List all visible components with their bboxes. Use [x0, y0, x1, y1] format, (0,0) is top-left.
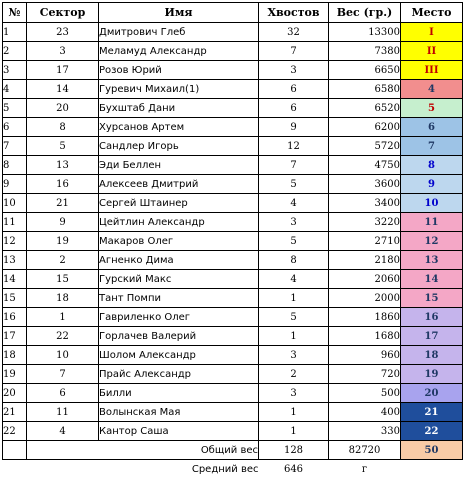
row-tails: 1	[259, 422, 329, 441]
row-tails: 32	[259, 23, 329, 42]
row-weight: 4750	[329, 156, 401, 175]
table-row	[3, 118, 463, 137]
row-weight: 3220	[329, 213, 401, 232]
table-row	[3, 327, 463, 346]
row-tails: 4	[259, 194, 329, 213]
row-tails: 5	[259, 232, 329, 251]
row-sector: 5	[27, 137, 99, 156]
row-tails: 3	[259, 384, 329, 403]
row-place: 15	[401, 289, 463, 308]
row-tails: 2	[259, 365, 329, 384]
row-place: 22	[401, 422, 463, 441]
row-place: 7	[401, 137, 463, 156]
row-weight: 7380	[329, 42, 401, 61]
row-number: 3	[3, 61, 27, 80]
row-sector: 20	[27, 99, 99, 118]
row-place: 9	[401, 175, 463, 194]
table-row	[3, 137, 463, 156]
row-number: 4	[3, 80, 27, 99]
row-place: III	[401, 61, 463, 80]
totals-label: Общий вес	[27, 441, 259, 460]
row-name: Бухштаб Дани	[99, 99, 259, 118]
row-name: Розов Юрий	[99, 61, 259, 80]
totals-tails: 128	[259, 441, 329, 460]
row-tails: 3	[259, 213, 329, 232]
row-tails: 4	[259, 270, 329, 289]
table-row	[3, 384, 463, 403]
row-sector: 17	[27, 61, 99, 80]
header-number: №	[3, 3, 27, 23]
row-number: 15	[3, 289, 27, 308]
row-weight: 2000	[329, 289, 401, 308]
table-row	[3, 23, 463, 42]
row-sector: 14	[27, 80, 99, 99]
row-name: Хурсанов Артем	[99, 118, 259, 137]
table-row	[3, 213, 463, 232]
table-row	[3, 346, 463, 365]
row-tails: 12	[259, 137, 329, 156]
table-row	[3, 194, 463, 213]
row-number: 11	[3, 213, 27, 232]
header-name: Имя	[99, 3, 259, 23]
row-sector: 1	[27, 308, 99, 327]
row-place: 4	[401, 80, 463, 99]
row-place: 21	[401, 403, 463, 422]
table-row	[3, 175, 463, 194]
row-number: 1	[3, 23, 27, 42]
row-number: 17	[3, 327, 27, 346]
average-label: Средний вес	[191, 463, 259, 475]
row-sector: 13	[27, 156, 99, 175]
row-weight: 13300	[329, 23, 401, 42]
row-weight: 500	[329, 384, 401, 403]
row-name: Шолом Александр	[99, 346, 259, 365]
row-tails: 7	[259, 42, 329, 61]
totals-place: 50	[401, 441, 463, 460]
row-number: 22	[3, 422, 27, 441]
row-weight: 330	[329, 422, 401, 441]
row-tails: 6	[259, 80, 329, 99]
row-place: 17	[401, 327, 463, 346]
row-tails: 3	[259, 346, 329, 365]
average-value: 646	[283, 463, 304, 475]
row-place: 10	[401, 194, 463, 213]
row-tails: 8	[259, 251, 329, 270]
row-place: 13	[401, 251, 463, 270]
row-name: Сандлер Игорь	[99, 137, 259, 156]
table-row	[3, 232, 463, 251]
row-name: Билли	[99, 384, 259, 403]
row-number: 19	[3, 365, 27, 384]
row-name: Гуревич Михаил(1)	[99, 80, 259, 99]
row-weight: 6580	[329, 80, 401, 99]
row-name: Меламуд Александр	[99, 42, 259, 61]
row-sector: 21	[27, 194, 99, 213]
row-number: 21	[3, 403, 27, 422]
row-place: 14	[401, 270, 463, 289]
row-sector: 18	[27, 289, 99, 308]
header-sector: Сектор	[27, 3, 99, 23]
row-weight: 400	[329, 403, 401, 422]
row-sector: 3	[27, 42, 99, 61]
row-tails: 1	[259, 403, 329, 422]
row-weight: 3400	[329, 194, 401, 213]
average-empty	[401, 460, 463, 479]
row-sector: 19	[27, 232, 99, 251]
row-sector: 15	[27, 270, 99, 289]
table-row	[3, 308, 463, 327]
row-tails: 1	[259, 289, 329, 308]
row-name: Прайс Александр	[99, 365, 259, 384]
table-row	[3, 42, 463, 61]
row-name: Макаров Олег	[99, 232, 259, 251]
row-weight: 1860	[329, 308, 401, 327]
row-name: Дмитрович Глеб	[99, 23, 259, 42]
row-place: 18	[401, 346, 463, 365]
table-row	[3, 156, 463, 175]
row-tails: 5	[259, 175, 329, 194]
row-place: 6	[401, 118, 463, 137]
table-row	[3, 80, 463, 99]
row-number: 13	[3, 251, 27, 270]
table-row	[3, 270, 463, 289]
row-sector: 11	[27, 403, 99, 422]
average-unit: г	[361, 463, 368, 475]
row-sector: 6	[27, 384, 99, 403]
row-name: Агненко Дима	[99, 251, 259, 270]
row-sector: 22	[27, 327, 99, 346]
row-weight: 6520	[329, 99, 401, 118]
row-tails: 1	[259, 327, 329, 346]
row-place: 16	[401, 308, 463, 327]
row-tails: 7	[259, 156, 329, 175]
row-number: 14	[3, 270, 27, 289]
header-place: Место	[401, 3, 463, 23]
row-place: 5	[401, 99, 463, 118]
row-weight: 720	[329, 365, 401, 384]
row-name: Тант Помпи	[99, 289, 259, 308]
row-weight: 1680	[329, 327, 401, 346]
row-number: 16	[3, 308, 27, 327]
average-row	[3, 460, 463, 479]
row-name: Горлачев Валерий	[99, 327, 259, 346]
row-sector: 2	[27, 251, 99, 270]
row-name: Сергей Штаинер	[99, 194, 259, 213]
results-body	[3, 23, 463, 441]
row-number: 5	[3, 99, 27, 118]
row-name: Эди Беллен	[99, 156, 259, 175]
totals-row	[3, 441, 463, 460]
row-weight: 2060	[329, 270, 401, 289]
row-weight: 2710	[329, 232, 401, 251]
row-name: Цейтлин Александр	[99, 213, 259, 232]
row-number: 12	[3, 232, 27, 251]
row-number: 7	[3, 137, 27, 156]
row-number: 8	[3, 156, 27, 175]
row-place: II	[401, 42, 463, 61]
table-row	[3, 251, 463, 270]
header-tails: Хвостов	[259, 3, 329, 23]
row-number: 2	[3, 42, 27, 61]
table-row	[3, 422, 463, 441]
results-table	[2, 2, 463, 478]
row-sector: 23	[27, 23, 99, 42]
row-tails: 9	[259, 118, 329, 137]
table-row	[3, 403, 463, 422]
row-weight: 3600	[329, 175, 401, 194]
row-number: 18	[3, 346, 27, 365]
row-weight: 960	[329, 346, 401, 365]
row-tails: 3	[259, 61, 329, 80]
row-sector: 16	[27, 175, 99, 194]
row-number: 9	[3, 175, 27, 194]
row-weight: 6200	[329, 118, 401, 137]
table-row	[3, 99, 463, 118]
row-weight: 5720	[329, 137, 401, 156]
totals-weight: 82720	[329, 441, 401, 460]
row-name: Волынская Мая	[99, 403, 259, 422]
row-sector: 7	[27, 365, 99, 384]
row-name: Гурский Макс	[99, 270, 259, 289]
row-tails: 6	[259, 99, 329, 118]
header-row	[3, 3, 463, 23]
row-sector: 4	[27, 422, 99, 441]
header-weight: Вес (гр.)	[329, 3, 401, 23]
row-weight: 6650	[329, 61, 401, 80]
row-tails: 5	[259, 308, 329, 327]
row-name: Кантор Саша	[99, 422, 259, 441]
row-sector: 8	[27, 118, 99, 137]
table-row	[3, 61, 463, 80]
row-weight: 2180	[329, 251, 401, 270]
table-row	[3, 365, 463, 384]
row-place: 20	[401, 384, 463, 403]
row-place: 12	[401, 232, 463, 251]
row-number: 20	[3, 384, 27, 403]
row-sector: 10	[27, 346, 99, 365]
totals-blank-cell	[3, 441, 27, 460]
row-number: 10	[3, 194, 27, 213]
table-row	[3, 289, 463, 308]
row-number: 6	[3, 118, 27, 137]
row-place: I	[401, 23, 463, 42]
average-blank-cell	[3, 460, 27, 479]
row-sector: 9	[27, 213, 99, 232]
row-place: 11	[401, 213, 463, 232]
row-name: Гавриленко Олег	[99, 308, 259, 327]
row-name: Алексеев Дмитрий	[99, 175, 259, 194]
row-place: 8	[401, 156, 463, 175]
row-place: 19	[401, 365, 463, 384]
